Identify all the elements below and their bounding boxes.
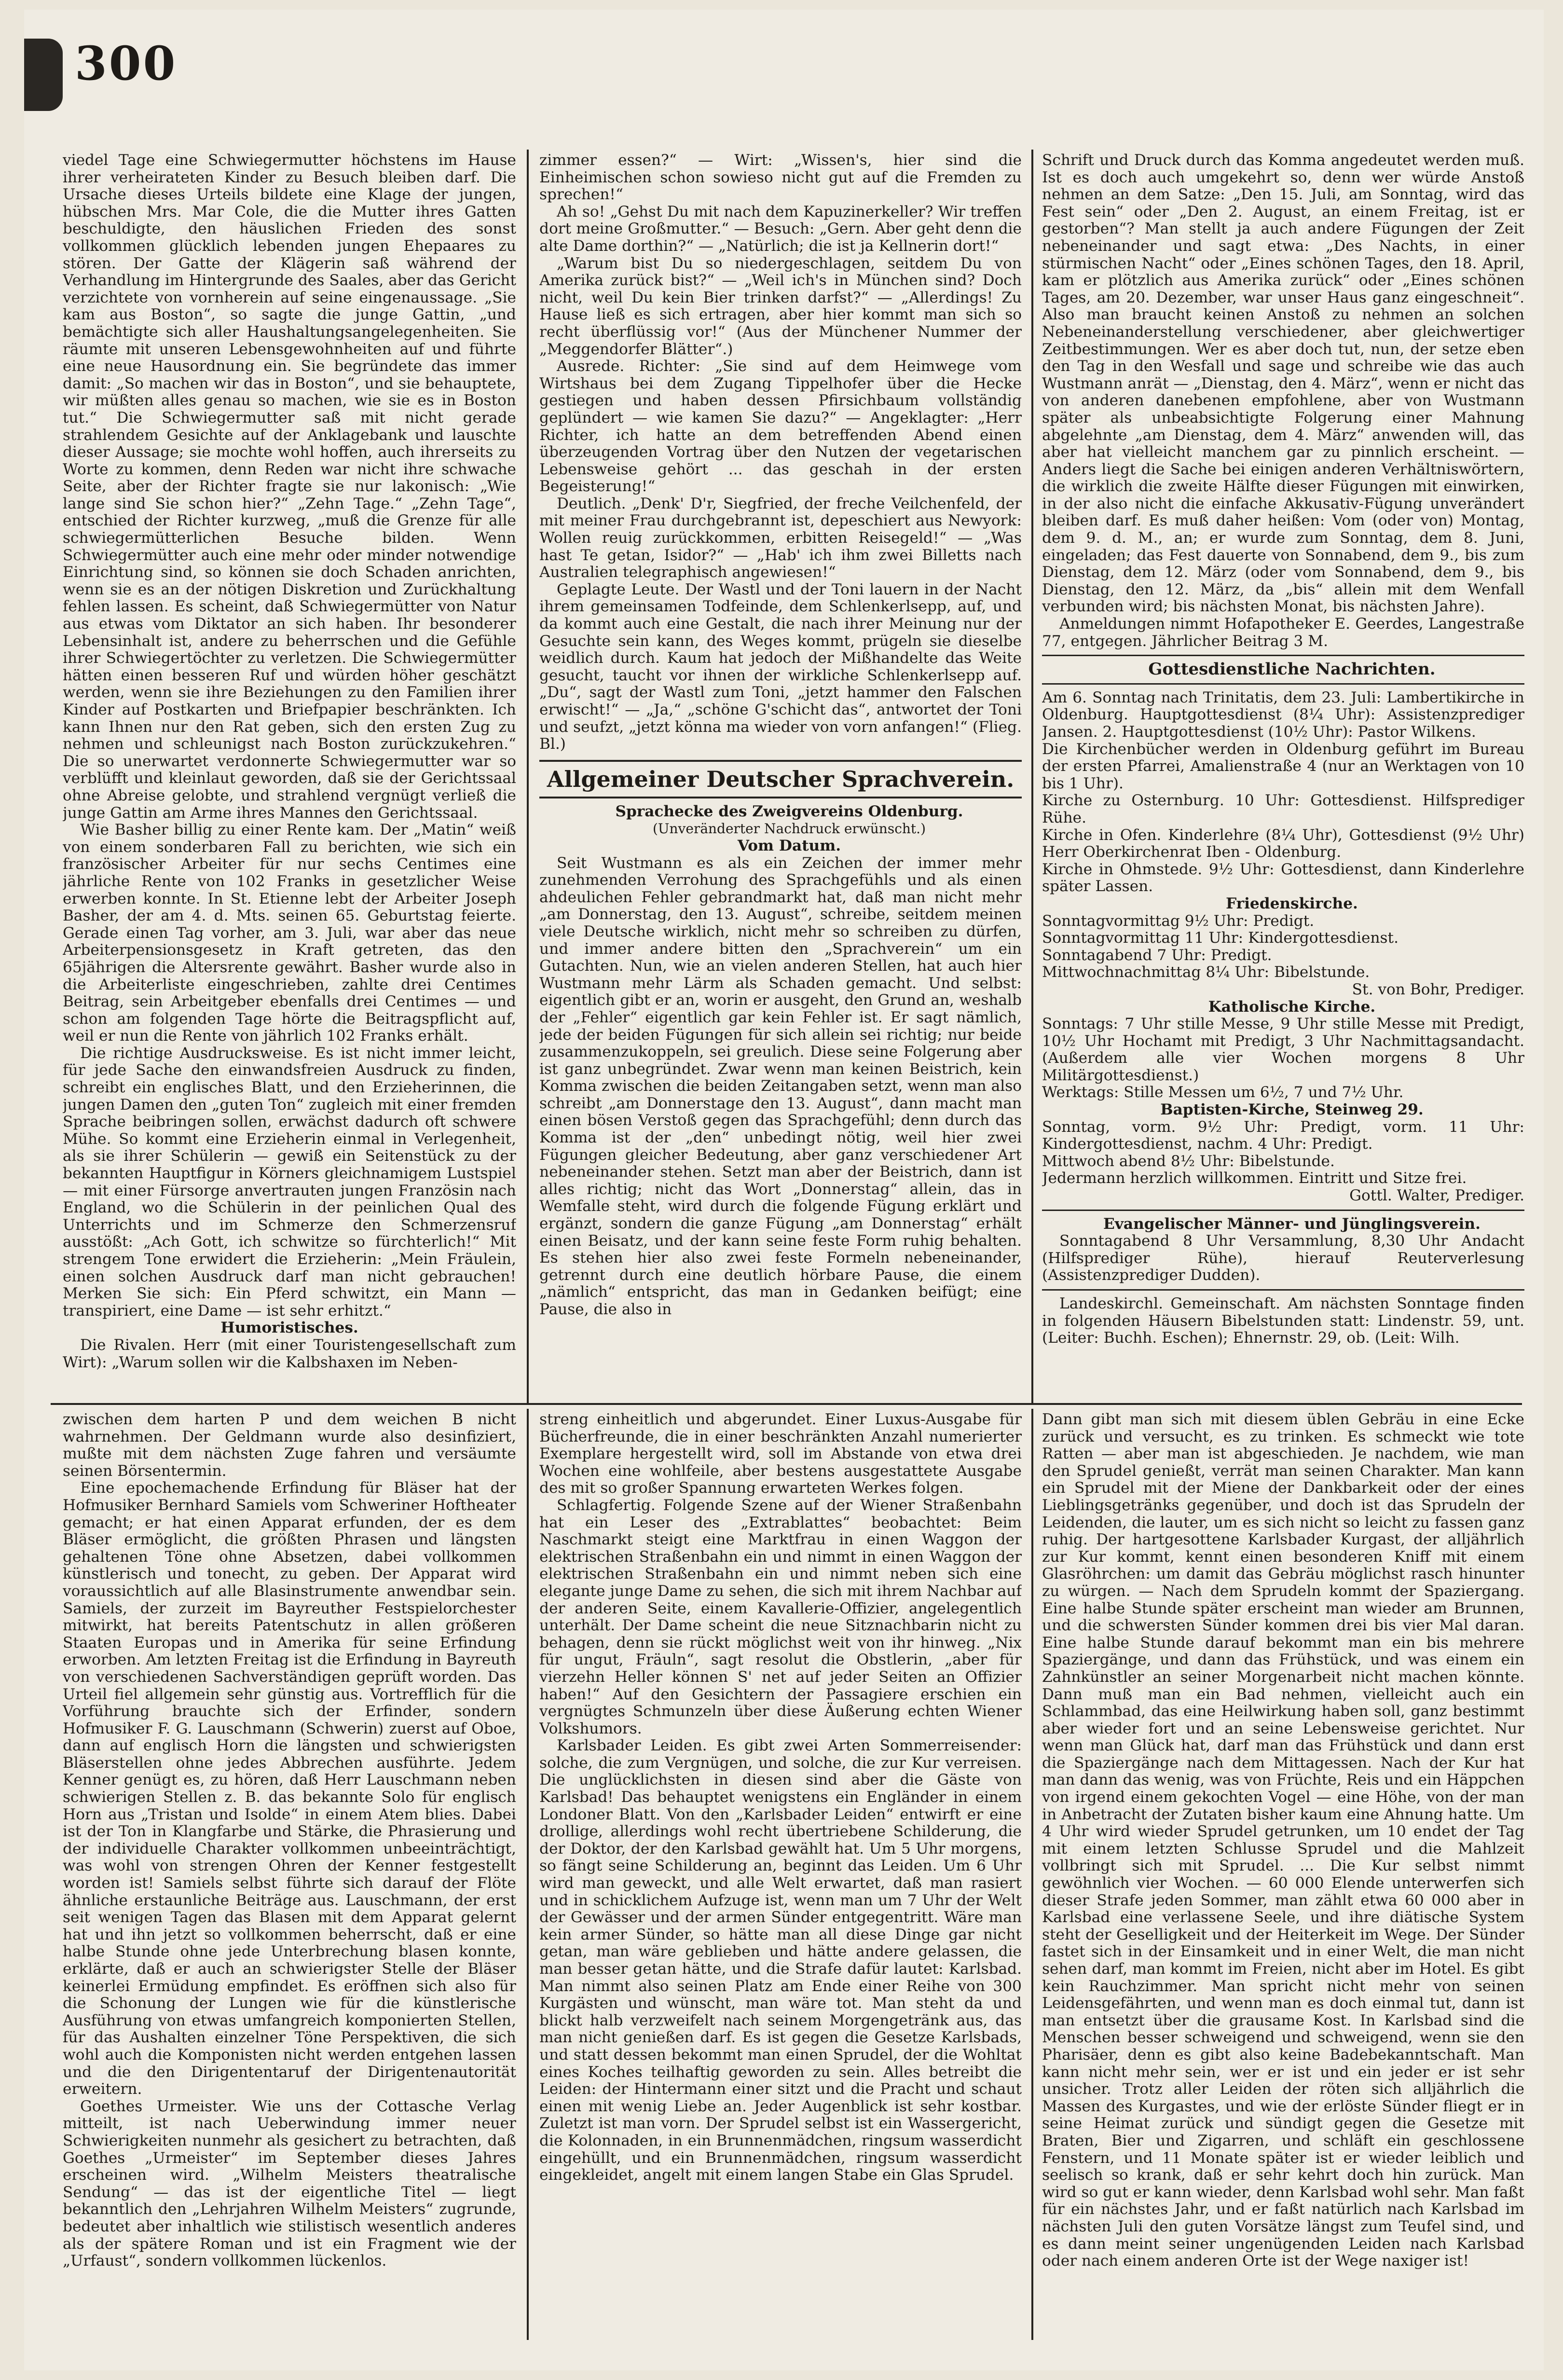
article-karlsbad: Karlsbader Leiden. Es gibt zwei Arten Sommerreisender: solche, die zum Vergnügen, und solche, die zur Kur verreisen. Die unglücklichsten in diesen sind aber die Gäste von Karlsbad! Das behauptet wenigstens ein Engländer in einem Londoner Blatt. Von den „Karlsbader Leiden“ entwirft er eine drollige, allerdings wohl recht übertriebene Schilderung, die der Doktor, der den Karlsbad gewählt hat. Um 5 Uhr morgens, so fängt seine Schilderung an, beginnt das Leiden. Um 6 Uhr wird man geweckt, und alle Welt erwartet, daß man rasiert und in schicklichem Aufzuge ist, wenn man um 7 Uhr der Welt der Gewässer und der armen Sünder entgegentritt. Wäre man kein armer Sünder, so hätte man all diese Dinge gar nicht getan, man wäre geblieben und hätte andere gelassen, die man besser getan hätte, und die Strafe dafür lautet: Karlsbad. Man nimmt also seinen Platz am Ende einer Reihe von 300 Kurgästen und wünscht, man wäre tot. Man steht da und blickt halb verzweifelt nach seinem Morgengetränk aus, das man nicht genießen darf. Es ist gegen die Gesetze Karlsbads, und statt dessen bekommt man einen Sprudel, der die Wohltat eines Koches teilhaftig geworden zu sein. Alles betreibt die Leiden: der Hintermann einer sitzt und die Pracht und schaut einen mit wenig Liebe an. Jeder Augenblick ist sehr kostbar. Zuletzt ist man vorn. Der Sprudel selbst ist ein Wassergericht, die Kolonnaden, in ein Brunnenmädchen, ringsum wasserdicht eingehüllt, und ein Brunnenmädchen, ringsum wasserdicht eingekleidet, angelt mit einem langen Stabe ein Glas Sprudel. xyxy=(539,1737,1022,2184)
membership-notice: Anmeldungen nimmt Hofapotheker E. Geerdes, Langestraße 77, entgegen. Jährlicher Beitrag 3 M. xyxy=(1042,615,1524,650)
article-goethe-urmeister: Goethes Urmeister. Wie uns der Cottasche Verlag mitteilt, ist nach Ueberwindung immer neuer Schwierigkeiten nunmehr als gesichert zu betrachten, daß Goethes „Urmeister“ im September dieses Jahres erscheinen wird. „Wilhelm Meisters theatralische Sendung“ — das ist der eigentliche Titel — liegt bekanntlich den „Lehrjahren Wilhelm Meisters“ zugrunde, bedeutet aber inhaltlich wie stilistisch wesentlich anderes als der spätere Roman und ist ein Fragment wie der „Urfaust“, sondern vollkommen lückenlos. xyxy=(63,2097,516,2270)
bottom-column-1 xyxy=(63,1411,516,2342)
church-entry: Am 6. Sonntag nach Trinitatis, dem 23. Juli: Lambertikirche in Oldenburg. Hauptgottesdienst (8¼ Uhr): Assistenzprediger Jansen. 2. Hauptgottesdienst (10½ Uhr): Pastor Wilkens. xyxy=(1042,688,1524,741)
page-number: 300 xyxy=(75,36,178,91)
mass-times: Sonntags: 7 Uhr stille Messe, 9 Uhr stille Messe mit Predigt, 10½ Uhr Hochamt mit Predigt, 3 Uhr Nachmittagsandacht. (Außerdem alle vier Wochen morgens 8 Uhr Militärgottesdienst.) xyxy=(1042,1015,1524,1084)
friedenskirche-title: Friedenskirche. xyxy=(1226,894,1358,912)
article-basher-pension: Wie Basher billig zu einer Rente kam. Der „Matin“ weiß von einem sonderbaren Fall zu berichten, wie sich ein französischer Arbeiter für nur sechs Centimes eine jährliche Rente von 102 Franks in gesetzlicher Weise erwerben konnte. In St. Etienne lebt der Arbeiter Joseph Basher, der am 4. d. Mts. seinen 65. Geburtstag feierte. Gerade einen Tag vorher, am 3. Juli, war aber das neue Arbeiterpensionsgesetz in Kraft getreten, das den 65jährigen die Altersrente gewährt. Basher wurde also in die Arbeiterliste eingeschrieben, zahlte drei Centimes Beitrag, sein Arbeitgeber ebenfalls drei Centimes — und schon am folgenden Tage hörte die Beitragspflicht auf, weil er nun die Rente von jährlich 102 Franks erhält. xyxy=(63,821,516,1045)
divider xyxy=(1042,1289,1524,1291)
column-rule xyxy=(1031,1409,1033,2340)
top-column-1 xyxy=(63,152,516,1397)
baptist-church-title: Baptisten-Kirche, Steinweg 29. xyxy=(1160,1101,1424,1119)
humor-paragraph: Ausrede. Richter: „Sie sind auf dem Heimwege vom Wirtshaus bei dem Zugang Tippelhofer über die Hecke gestiegen und haben dessen Pfirsichbaum vollständig geplündert — wie kamen Sie dazu?“ — Angeklagter: „Herr Richter, ich hatte an dem betreffenden Abend einen überzeugenden Vortrag über den Nutzen der vegetarischen Lebensweise gehört ... das geschah in der ersten Begeisterung!“ xyxy=(539,358,1022,495)
church-entry: Kirche in Ofen. Kinderlehre (8¼ Uhr), Gottesdienst (9½ Uhr) Herr Oberkirchenrat Iben - Oldenburg. xyxy=(1042,826,1524,861)
section-divider xyxy=(51,1403,1522,1405)
humor-paragraph: zimmer essen?“ — Wirt: „Wissen's, hier sind die Einheimischen schon sowieso nicht gut auf die Fremden zu sprechen!“ xyxy=(539,152,1022,204)
humor-paragraph: Deutlich. „Denk' D'r, Siegfried, der freche Veilchenfeld, der mit meiner Frau durchgebrannt ist, depeschiert aus Newyork: Wollen reuig zurückkommen, erbitten Reisegeld!“ — „Was hast Te getan, Isidor?“ — „Hab' ich ihm zwei Billetts nach Australien telegraphisch angewiesen!“ xyxy=(539,495,1022,581)
church-entry: Kirche in Ohmstede. 9½ Uhr: Gottesdienst, dann Kinderlehre später Lassen. xyxy=(1042,860,1524,895)
service-time: Sonntagabend 7 Uhr: Predigt. xyxy=(1042,946,1272,964)
mens-association-text: Sonntagabend 8 Uhr Versammlung, 8,30 Uhr Andacht (Hilfsprediger Rühe), hierauf Reuterverlesung (Assistenzprediger Dudden). xyxy=(1042,1232,1524,1284)
divider xyxy=(1042,683,1524,685)
article-mother-in-law: viedel Tage eine Schwiegermutter höchstens im Hause ihrer verheirateten Kinder zu Besuch bleiben darf. Die Ursache dieses Urteils bildete eine Klage der jungen, hübschen Mrs. Mar Cole, die die Mutter ihres Gatten beschuldigte, den häuslichen Frieden des sonst vollkommen glücklich lebenden jungen Ehepaares zu stören. Der Gatte der Klägerin saß während der Verhandlung im Hintergrunde des Saales, aber das Gericht verzichtete von vornherein auf seine eingenaussage. „Sie kam aus Boston“, so sagte die junge Gattin, „und bemächtigte sich aller Haushaltungsangelegenheiten. Sie räumte mit unseren Lebensgewohnheiten auf und führte eine neue Hausordnung ein. Sie begründete das immer damit: „So machen wir das in Boston“, und sie behauptete, wir müßten alles genau so machen, wie sie es in Boston tut.“ Die Schwiegermutter saß mit nicht gerade strahlendem Gesichte auf der Anklagebank und lauschte dieser Aussage; sie mochte wohl hoffen, auch ihrerseits zu Worte zu kommen, denn Reden war nicht ihre schwache Seite, aber der Richter fragte sie nur lakonisch: „Wie lange sind Sie schon hier?“ „Zehn Tage.“ „Zehn Tage“, entschied der Richter kurzweg, „muß die Grenze für alle schwiegermütterlichen Besuche bilden. Wenn Schwiegermütter auch eine mehr oder minder notwendige Einrichtung sind, so können sie doch Schaden anrichten, wenn sie es an der nötigen Diskretion und Zurückhaltung fehlen lassen. Es scheint, daß Schwiegermütter von Natur aus etwas vom Diktator an sich haben. Ihr besonderer Lebensinhalt ist, andere zu beherrschen und die Gefühle ihrer Schwiegertöchter zu verletzen. Die Schwiegermütter hätten einen besseren Ruf und würden höher geschätzt werden, wenn sie ihre Beziehungen zu den Familien ihrer Kinder auf Postkarten und Briefpapier beschränkten. Ich kann Ihnen nur den Rat geben, sich den ersten Zug zu nehmen und schleunigst nach Boston zurückzukehren.“ Die so unerwartet verdonnerte Schwiegermutter war so verblüfft und kleinlaut geworden, daß sie der Gerichtssaal ohne Abreise gelobte, und strahlend vergnügt verließ die junge Gattin am Arme ihres Mannes den Gerichtssaal. xyxy=(63,152,516,822)
church-entry: Die Kirchenbücher werden in Oldenburg geführt im Bureau der ersten Pfarrei, Amalienstraße 4 (nur an Werktagen von 10 bis 1 Uhr). xyxy=(1042,740,1524,792)
article-blower-invention: Eine epochemachende Erfindung für Bläser hat der Hofmusiker Bernhard Samiels vom Schweriner Hoftheater gemacht; er hat einen Apparat erfunden, der es dem Bläser ermöglicht, die größten Phrasen und längsten gehaltenen Töne ohne Absetzen, dabei vollkommen künstlerisch und tonecht, zu geben. Der Apparat wird voraussichtlich auf alle Blasinstrumente anwendbar sein. Samiels, der zurzeit im Bayreuther Festspielorchester mitwirkt, hat bereits Patentschutz in allen größeren Staaten Europas und in Amerika für seine Erfindung erworben. Am letzten Freitag ist die Erfindung in Bayreuth von verschiedenen Sachverständigen geprüft worden. Das Urteil fiel allgemein sehr günstig aus. Vortrefflich für die Vorführung brauchte sich der Erfinder, sondern Hofmusiker F. G. Lauschmann (Schwerin) zuerst auf Oboe, dann auf englisch Horn die längsten und schwierigsten Bläserstellen ohne jedes Abbrechen ausführte. Jedem Kenner genügt es, zu hören, daß Herr Lauschmann neben schwierigen Stellen z. B. das bekannte Solo für englisch Horn aus „Tristan und Isolde“ in einem Atem blies. Dabei ist der Ton in Klangfarbe und Stärke, die Phrasierung und der individuelle Charakter vollkommen unbeeinträchtigt, was wohl von strengen Ohren der Kenner festgestellt worden ist! Samiels selbst führte sich darauf der Flöte ähnliche erstaunliche Beiträge aus. Lauschmann, der erst seit wenigen Tagen das Blasen mit dem Apparat gelernt hat und ihn jetzt so vollkommen beherrscht, daß er eine halbe Stunde ohne jede Unterbrechung blasen konnte, erklärte, daß er auch an schwierigster Stelle der Bläser keinerlei Ermüdung empfindet. Es eröffnen sich also für die Schonung der Lungen wie für die künstlerische Ausführung von etwas umfangreich komponierten Stellen, für das Aushalten einzelner Töne Perspektiven, die sich wohl auch die Komponisten nicht werden entgehen lassen und die den Dirigententaruf der Dirigentenautorität erweitern. xyxy=(63,1479,516,2098)
mens-association-title: Evangelischer Männer- und Jünglingsverein. xyxy=(1103,1215,1481,1233)
sprachverein-subtitle: Sprachecke des Zweigvereins Oldenburg. xyxy=(615,802,963,820)
service-time: Sonntagvormittag 9½ Uhr: Predigt. xyxy=(1042,912,1315,930)
article-schlagfertig: Schlagfertig. Folgende Szene auf der Wiener Straßenbahn hat ein Leser des „Extrablattes“ beobachtet: Beim Naschmarkt steigt eine Marktfrau in einen Waggon der elektrischen Straßenbahn ein und nimmt in einen Waggon der elektrischen Straßenbahn ein und nimmt neben sich eine elegante junge Dame zu sehen, die sich mit ihrem Nachbar auf der anderen Seite, einem Kavallerie-Offizier, angelegentlich unterhält. Der Dame scheint die neue Sitznachbarin nicht zu behagen, denn sie rückt möglichst weit von ihr hinweg. „Nix für ungut, Fräuln“, sagt resolut die Obstlerin, „aber für vierzehn Heller können S' net auf jeder Seiten an Offizier haben!“ Auf den Gesichtern der Passagiere erschien ein vergnügtes Schmunzeln über diese Äußerung echten Wiener Volkshumors. xyxy=(539,1496,1022,1737)
article-date-usage: Seit Wustmann es als ein Zeichen der immer mehr zunehmenden Verrohung des Sprachgefühls und als einen ahdeulichen Fehler gebrandmarkt hat, daß man nicht mehr „am Donnerstag, den 13. August“, schreibe, seitdem meinen viele Deutsche wirklich, nicht mehr so schreiben zu dürfen, und immer andere bitten den „Sprachverein“ um ein Gutachten. Nun, wie an vielen anderen Stellen, hat auch hier Wustmann mehr Lärm als Schaden gemacht. Und selbst: eigentlich gibt er an, worin er ausgeht, den Grund an, weshalb der „Fehler“ eigentlich gar kein Fehler ist. Er sagt nämlich, jede der beiden Fügungen für sich allein sei richtig; nur beide zusammenzukoppeln, sei greulich. Diese seine Folgerung aber ist ganz unbegründet. Zwar wenn man keinen Beistrich, kein Komma zwischen die beiden Zeitangaben setzt, wenn man also schreibt „am Donnerstage den 13. August“, dann macht man einen bösen Verstoß gegen das Sprachgefühl; denn durch das Komma ist der „den“ unbedingt nötig, weil hier zwei Fügungen gleicher Bedeutung, aber ganz verschiedener Art nebeneinander stehen. Setzt man aber der Beistrich, dann ist alles richtig; nicht das Wort „Donnerstag“ allein, das in Wemfalle steht, wird durch die folgende Fügung erklärt und ergänzt, sondern die ganze Fügung „am Donnerstag“ erhält einen Beisatz, und der kann seine feste Form ruhig behalten. Es stehen hier also zwei feste Formeln nebeneinander, getrennt durch eine deutlich hörbare Pause, die einem „nämlich“ entspricht, das man in Gedanken beifügt; eine Pause, die also in xyxy=(539,854,1022,1318)
article-proper-expression: Die richtige Ausdrucksweise. Es ist nicht immer leicht, für jede Sache den einwandsfreien Ausdruck zu finden, schreibt ein englisches Blatt, und den Erzieherinnen, die jungen Damen den „guten Ton“ zugleich mit einer fremden Sprache beibringen sollen, erwächst dadurch oft schwere Mühe. So kommt eine Erzieherin einmal in Verlegenheit, als sie ihrer Schülerin — gewiß ein Seitenstück zu der bekannten Hauptfigur in Körners gleichnamigem Lustspiel — mit einer Fürsorge anvertrauten jungen Französin nach England, wo die Schülerin in der peinlichen Qual des Unterrichts und im Schmerze den Schmerzensruf ausstößt: „Ach Gott, ich schwitze so fürchterlich!“ Mit strengem Tone erwidert die Erzieherin: „Mein Fräulein, einen solchen Ausdruck darf man nicht gebrauchen! Merken Sie sich: Ein Pferd schwitzt, ein Mann — transpiriert, eine Dame — ist sehr erhitzt.“ xyxy=(63,1044,516,1320)
humor-paragraph: Ah so! „Gehst Du mit nach dem Kapuzinerkeller? Wir treffen dort meine Großmutter.“ — Besuch: „Gern. Aber geht denn die alte Dame dorthin?“ — „Natürlich; die ist ja Kellnerin dort!“ xyxy=(539,203,1022,255)
article-rivals: Die Rivalen. Herr (mit einer Touristengesellschaft zum Wirt): „Warum sollen wir die Kalbshaxen im Neben- xyxy=(63,1336,516,1371)
catholic-church-title: Katholische Kirche. xyxy=(1208,998,1376,1016)
service-time: Mittwochnachmittag 8¼ Uhr: Bibelstunde. xyxy=(1042,963,1370,981)
article-karlsbad-cont: Dann gibt man sich mit diesem üblen Gebräu in eine Ecke zurück und versucht, es zu trinken. Es schmeckt wie tote Ratten — aber man ist abgeschieden. Je nachdem, wie man den Sprudel genießt, verrät man seinen Charakter. Man kann ein Sprudel mit der Miene der Dankbarkeit oder der eines Lieblingsgetränks gegenüber, und doch ist das Sprudeln der Leidenden, die lauter, um es sich nicht so leicht zu fassen ganz ruhig. Der hartgesottene Karlsbader Kurgast, der alljährlich zur Kur kommt, kennt einen besonderen Kniff mit einem Glasröhrchen: um damit das Gebräu möglichst rasch hinunter zu würgen. — Nach dem Sprudeln kommt der Spaziergang. Eine halbe Stunde später erscheint man wieder am Brunnen, und die schwersten Sünder kommen drei bis vier Mal daran. Eine halbe Stunde darauf bekommt man ein bis mehrere Spaziergänge, und dann das Frühstück, und was einem ein Zahnkünstler an seiner Morgenarbeit nicht machen könnte. Dann muß man ein Bad nehmen, vielleicht auch ein Schlammbad, das eine Heilwirkung haben soll, ganz bestimmt aber wieder fort und an seine Lebensweise gerichtet. Nur wenn man Glück hat, darf man das Frühstück und dann erst die Spaziergänge nach dem Mittagessen. Nach der Kur hat man dann das wenig, was von Früchte, Reis und ein Häppchen von irgend einem gekochten Vogel — eine Höhe, von der man in Anbetracht der Zutaten bisher kaum eine Ahnung hatte. Um 4 Uhr wird wieder Sprudel getrunken, um 10 endet der Tag mit einem letzten Schlusse Sprudel und die Mahlzeit vollbringt sich mit Sprudel. ... Die Kur selbst nimmt gewöhnlich vier Wochen. — 60 000 Elende unterwerfen sich dieser Strafe jeden Sommer, man zählt etwa 60 000 aber in Karlsbad eine verlassene Seele, und ihre diätische System steht der Geselligkeit und der Heiterkeit im Wege. Der Sünder fastet sich in der Einsamkeit und in einer Welt, die man nicht sehen darf, man kommt im Freien, nicht aber im Hotel. Es gibt kein Rauchzimmer. Man spricht nicht mehr von seinen Leidensgefährten, und wenn man es doch einmal tut, dann ist man entsetzt über die grausame Kost. In Karlsbad sind die Menschen besser schweigend und schweigend, wenn sie den Pharisäer, denn es gibt also keine Badebekanntschaft. Man kann nicht mehr sein, wer er ist und ein jeder er ist sehr unsicher. Trotz aller Leiden der röten sich alljährlich die Massen des Kurgastes, und wie der erlöste Sünder fliegt er in seine Heimat zurück und sündigt gegen die Gesetze mit Braten, Bier und Zigarren, und schläft ein geschlossene Fenstern, und 11 Monate später ist er wieder leiblich und seelisch so krank, daß er sehr kehrt doch hin zurück. Man wird so gut er kann wieder, denn Karlsbad wohl sehr. Man faßt für ein nächstes Jahr, und er faßt natürlich nach Karlsbad im nächsten Juli den guten Vorsätze längst zum Teufel sind, und es dann meint seiner ungenügenden Leiden nach Karlsbad oder nach einem anderen Orte ist der Wege naxiger ist! xyxy=(1042,1411,1524,2270)
article-date-usage-cont: Schrift und Druck durch das Komma angedeutet werden muß. Ist es doch auch umgekehrt so, denn wer würde Anstoß nehmen an dem Satze: „Den 15. Juli, am Sonntag, wird das Fest sein“ oder „Den 2. August, an einem Freitag, ist er gestorben“? Man stellt ja auch andere Fügungen der Zeit nebeneinander und sagt etwa: „Des Nachts, in einer stürmischen Nacht“ oder „Eines schönen Tages, den 18. April, kam er plötzlich aus Amerika zurück“ oder „Eines schönen Tages, am 20. Dezember, war unser Haus ganz eingeschneit“. Also man braucht keinen Anstoß zu nehmen an solchen Nebeneinanderstellung verschiedener, aber gleichwertiger Zeitbestimmungen. Wer es aber doch tut, nun, der setze eben den Tag in den Wesfall und sage und schreibe wie das auch Wustmann anrät — „Dienstag, den 4. März“, wenn er nicht das von anderen danebenen empfohlene, aber von Wustmann später als unbeabsichtigte Folgerung einer Mahnung abgelehnte „am Dienstag, dem 4. März“ anwenden will, das aber hat vielleicht manchem gar zu pinnlich erscheint. — Anders liegt die Sache bei einigen anderen Verhältniswörtern, die wirklich die zweite Hälfte dieser Fügungen mit einwirken, in der also nicht die einfache Akkusativ-Fügung unverändert bleiben darf. Es muß daher heißen: Vom (oder von) Montag, dem 9. d. M., an; er wurde zum Sonntag, dem 8. Juni, eingeladen; das Fest dauerte von Sonnabend, dem 9., bis zum Dienstag, dem 12. März (oder vom Sonnabend, dem 9., bis Dienstag, den 12. März, da „bis“ allein mit dem Wenfall verbunden wird; bis nächsten Monat, bis nächsten Jahre). xyxy=(1042,152,1524,616)
bottom-column-3 xyxy=(1042,1411,1524,2342)
baptist-entry: Mittwoch abend 8½ Uhr: Bibelstunde. xyxy=(1042,1152,1335,1170)
baptist-entry: Sonntag, vorm. 9½ Uhr: Predigt, vorm. 11 Uhr: Kindergottesdienst, nachm. 4 Uhr: Predigt. xyxy=(1042,1118,1524,1153)
baptist-entry: Jedermann herzlich willkommen. Eintritt und Sitze frei. xyxy=(1042,1169,1467,1187)
sprachverein-title: Allgemeiner Deutscher Sprachverein. xyxy=(539,760,1022,798)
humor-paragraph: „Warum bist Du so niedergeschlagen, seitdem Du von Amerika zurück bist?“ — „Weil ich's in München sind? Doch nicht, weil Du kein Bier trinken darfst?“ — „Allerdings! Zu Hause ließ es sich ertragen, aber hier kommt man sich so recht überflüssig vor!“ (Aus der Münchener Nummer der „Meggendorfer Blätter“.) xyxy=(539,254,1022,358)
divider xyxy=(1042,1210,1524,1211)
column-rule xyxy=(1031,150,1033,1404)
top-column-2 xyxy=(539,152,1022,1397)
humor-paragraph: Geplagte Leute. Der Wastl und der Toni lauern in der Nacht ihrem gemeinsamen Todfeinde, dem Schlenkerlsepp, auf, und da kommt auch eine Gestalt, die nach ihrer Meinung nur der Gesuchte sein kann, des Weges kommt, prügeln sie dieselbe weidlich durch. Kaum hat jedoch der Mißhandelte das Weite gesucht, taucht vor ihnen der wirkliche Schlenkerlsepp auf. „Du“, sagt der Wastl zum Toni, „jetzt hammer den Falschen erwischt!“ — „Ja,“ „schöne G'schicht das“, antwortet der Toni und seufzt, „jetzt könna ma wieder von vorn anfangen!“ (Flieg. Bl.) xyxy=(539,580,1022,753)
weekday-mass: Werktags: Stille Messen um 6½, 7 und 7½ Uhr. xyxy=(1042,1084,1404,1101)
article-continuation: zwischen dem harten P und dem weichen B nicht wahrnehmen. Der Geldmann wurde also desinfiziert, mußte mit dem nächsten Zuge fahren und versäumte seinen Börsentermin. xyxy=(63,1411,516,1480)
newspaper-page xyxy=(24,10,1544,2370)
service-time: Sonntagvormittag 11 Uhr: Kindergottesdienst. xyxy=(1042,929,1398,947)
church-news-title: Gottesdienstliche Nachrichten. xyxy=(1148,660,1436,679)
binding-edge xyxy=(24,39,63,111)
preacher-signature: Gottl. Walter, Prediger. xyxy=(1349,1187,1524,1205)
top-column-3 xyxy=(1042,152,1524,1397)
topic-heading: Vom Datum. xyxy=(737,837,841,854)
landeskirchl-notice: Landeskirchl. Gemeinschaft. Am nächsten Sonntage finden in folgenden Häusern Bibelstunden statt: Lindenstr. 59, unt. (Leiter: Buchh. Eschen); Ehnernstr. 29, ob. (Leit: Wilh. xyxy=(1042,1295,1524,1347)
preacher-signature: St. von Bohr, Prediger. xyxy=(1352,980,1524,998)
bottom-column-2 xyxy=(539,1411,1022,2342)
humor-heading: Humoristisches. xyxy=(220,1319,358,1337)
article-continuation: streng einheitlich und abgerundet. Einer Luxus-Ausgabe für Bücherfreunde, die in einer beschränkten Anzahl numerierter Exemplare hergestellt wird, soll im Abstande von etwa drei Wochen eine wohlfeile, aber bestens ausgestattete Ausgabe des mit so großer Spannung erwarteten Werkes folgen. xyxy=(539,1411,1022,1497)
column-rule xyxy=(527,1409,529,2340)
reprint-note: (Unveränderter Nachdruck erwünscht.) xyxy=(653,821,926,837)
divider xyxy=(1042,655,1524,656)
column-rule xyxy=(527,150,529,1404)
church-entry: Kirche zu Osternburg. 10 Uhr: Gottesdienst. Hilfsprediger Rühe. xyxy=(1042,792,1524,826)
